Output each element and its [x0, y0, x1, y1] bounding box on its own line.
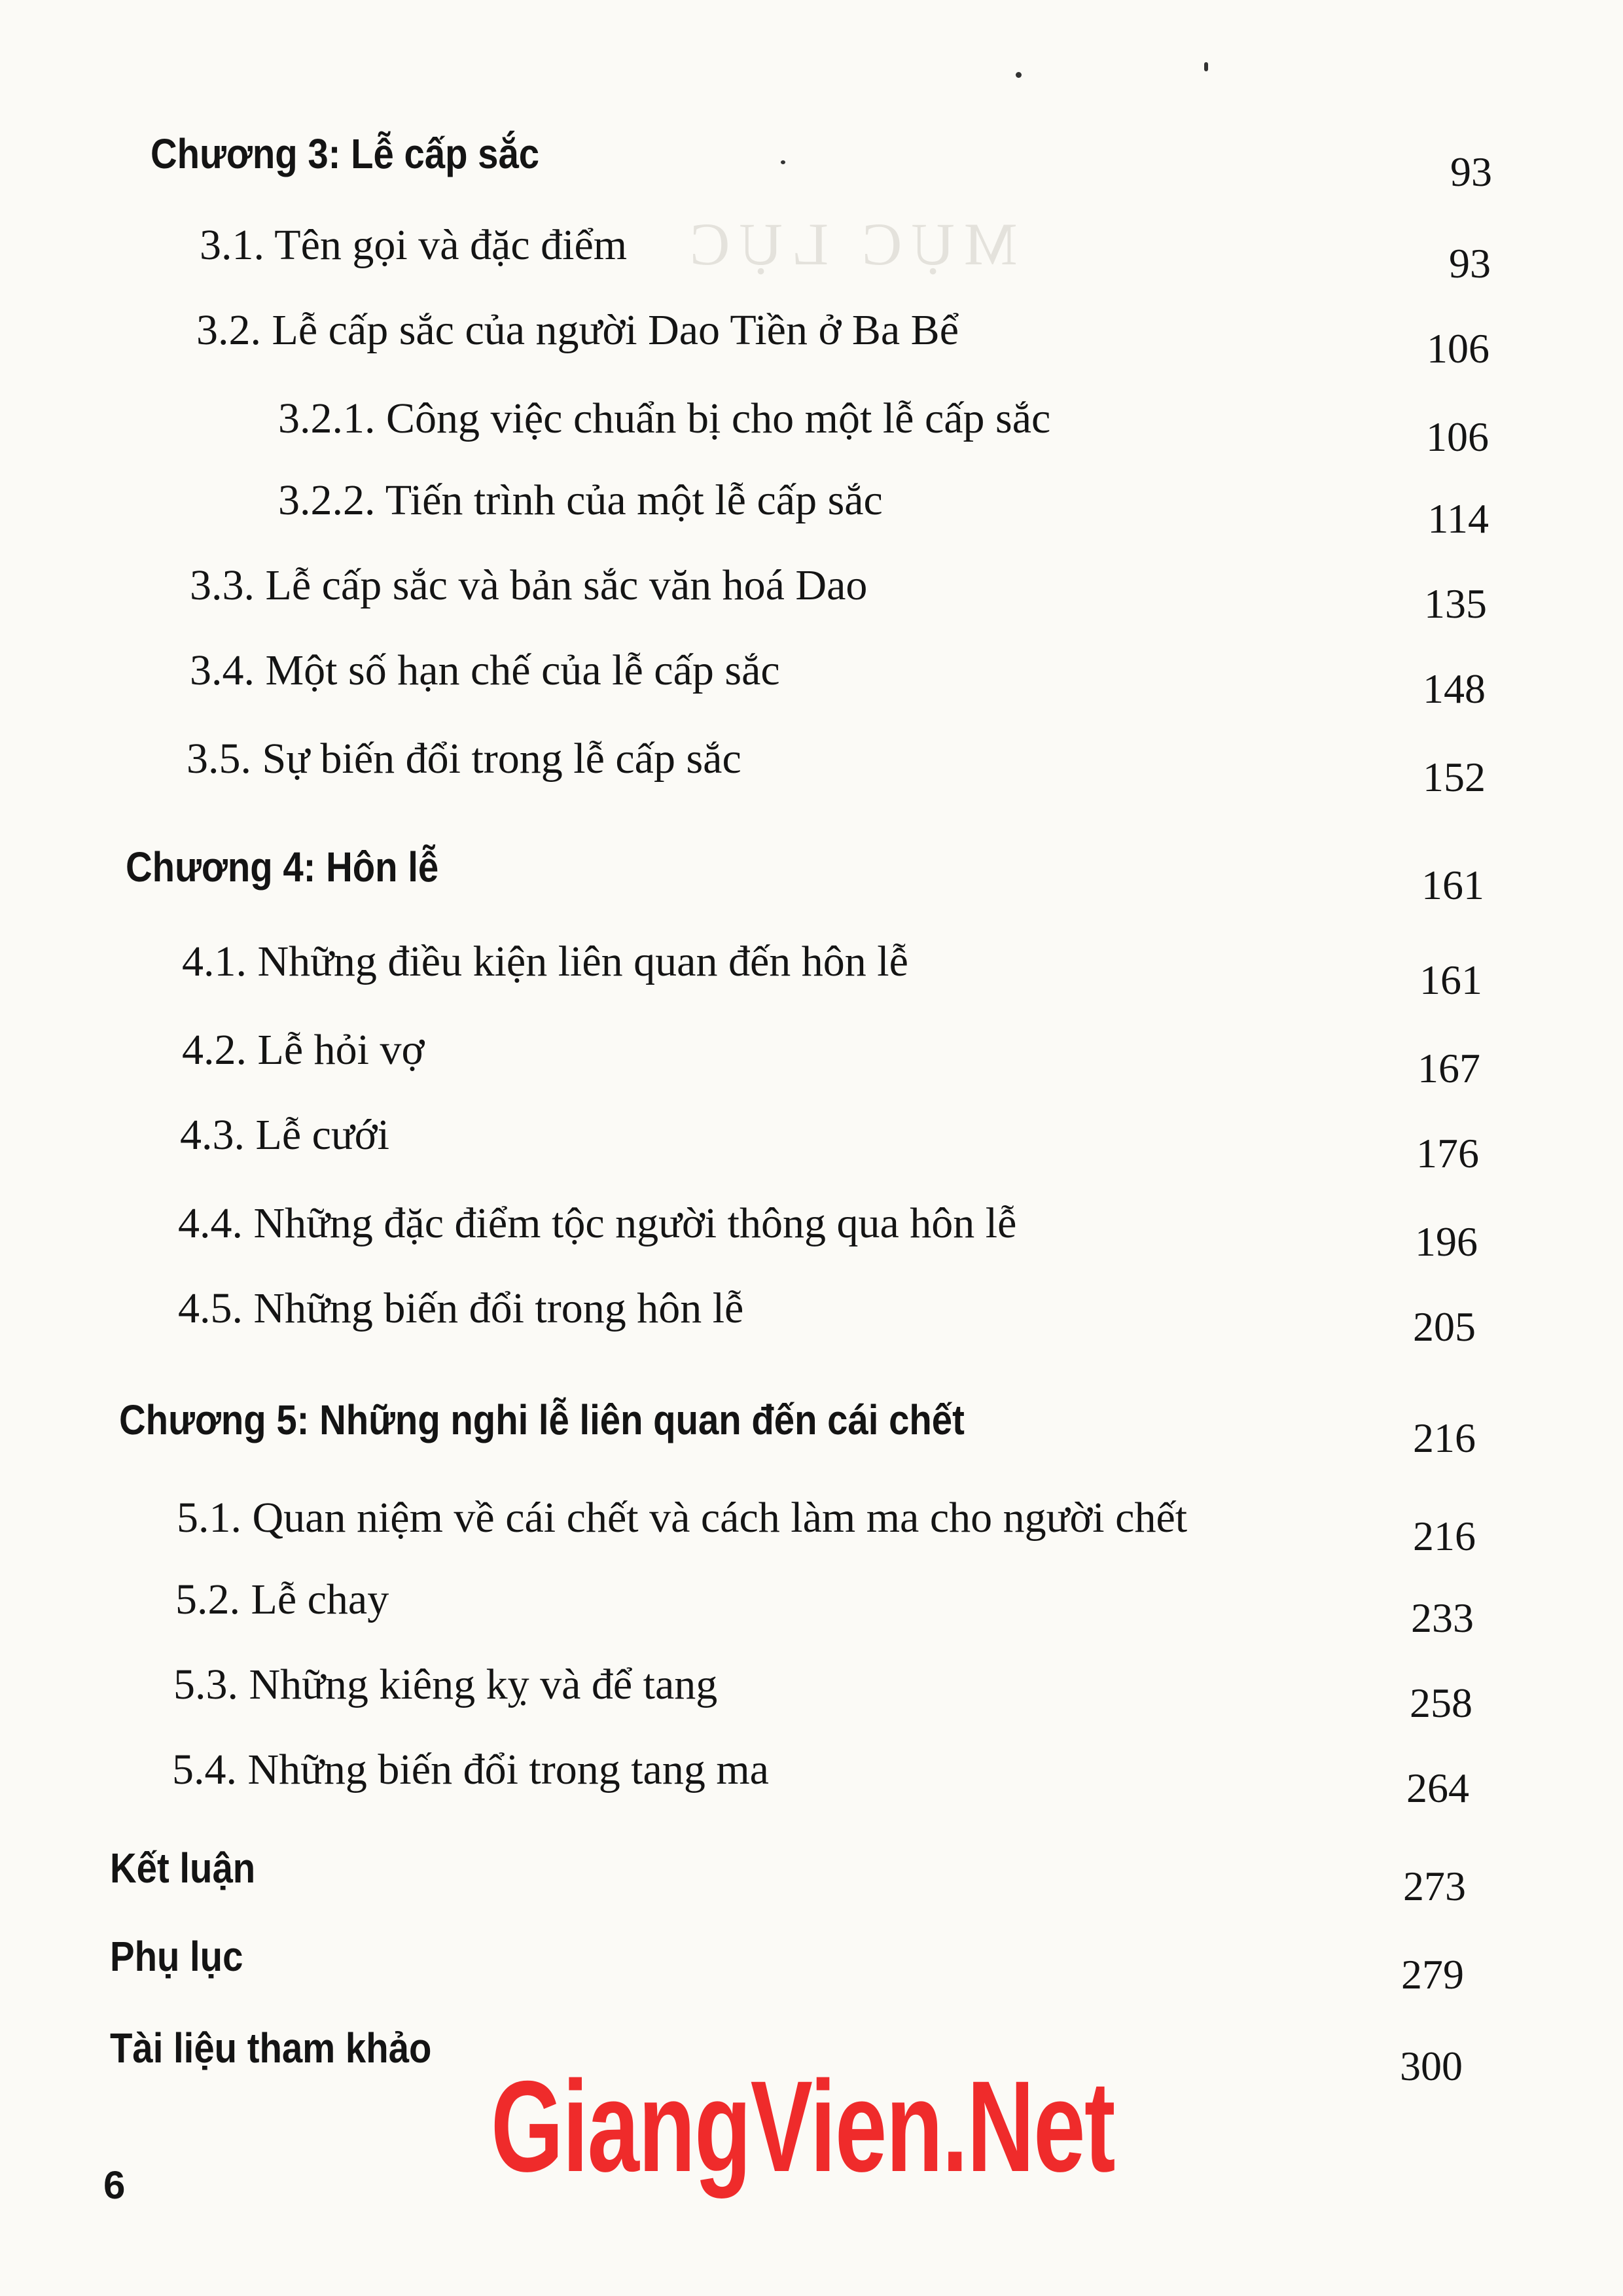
toc-chapter-title: Tài liệu tham khảo: [110, 2024, 432, 2072]
toc-entry-row[interactable]: [0, 1655, 1623, 1726]
toc-page-number: 216: [1413, 1513, 1476, 1559]
toc-chapter-title: Chương 5: Những nghi lễ liên quan đến cái chết: [119, 1396, 965, 1443]
toc-page-number: 161: [1419, 957, 1482, 1003]
toc-entry-row[interactable]: [0, 932, 1623, 1003]
toc-page-number: 93: [1450, 149, 1492, 195]
toc-entry-row[interactable]: [0, 1106, 1623, 1176]
toc-entry-row[interactable]: [0, 1279, 1623, 1350]
toc-entry-title: 5.2. Lễ chay: [175, 1576, 389, 1623]
toc-entry-row[interactable]: [0, 301, 1623, 372]
toc-entry-row[interactable]: [0, 1740, 1623, 1811]
toc-page-number: 196: [1415, 1218, 1478, 1265]
toc-page-number: 258: [1410, 1680, 1472, 1726]
toc-entry-row[interactable]: [0, 1194, 1623, 1265]
toc-page-number: 216: [1413, 1415, 1476, 1461]
toc-chapter-row[interactable]: [0, 1839, 1623, 1909]
toc-chapter-row[interactable]: [0, 1927, 1623, 1998]
toc-entry-title: 3.1. Tên gọi và đặc điểm: [200, 221, 628, 269]
toc-entry-row[interactable]: [0, 1489, 1623, 1559]
toc-page-number: 114: [1427, 495, 1489, 542]
toc-page-number: 106: [1426, 414, 1489, 460]
toc-entry-row[interactable]: [0, 216, 1623, 287]
toc-entry-title: 5.1. Quan niệm về cái chết và cách làm ma cho người chết: [177, 1494, 1188, 1542]
toc-page-number: 273: [1403, 1863, 1466, 1909]
toc-page-number: 161: [1421, 862, 1484, 908]
toc-page-number: 264: [1406, 1765, 1469, 1811]
toc-page-number: 93: [1449, 240, 1491, 287]
toc-entry-row[interactable]: [0, 730, 1623, 800]
toc-page-number: 135: [1424, 580, 1487, 627]
toc-entry-row[interactable]: [0, 1570, 1623, 1641]
toc-entry-row[interactable]: [0, 389, 1623, 460]
toc-entry-title: 4.4. Những đặc điểm tộc người thông qua hôn lễ: [178, 1199, 1017, 1247]
toc-entry-row[interactable]: [0, 471, 1623, 542]
toc-page-number: 279: [1401, 1951, 1464, 1998]
toc-page-number: 205: [1413, 1303, 1476, 1350]
toc-page-number: 300: [1400, 2043, 1463, 2089]
toc-page-number: 106: [1427, 325, 1489, 372]
toc-entry-title: 3.2.1. Công việc chuẩn bị cho một lễ cấp sắc: [278, 395, 1051, 442]
toc-entry-title: 4.3. Lễ cưới: [180, 1111, 389, 1159]
toc-entry-title: 3.5. Sự biến đổi trong lễ cấp sắc: [187, 735, 741, 783]
toc-entry-title: 5.3. Những kiêng kỵ và để tang: [173, 1661, 718, 1708]
toc-entry-title: 4.1. Những điều kiện liên quan đến hôn lễ: [182, 938, 908, 985]
watermark: GiangVien.Net: [491, 2054, 1115, 2199]
toc-page-number: 152: [1423, 754, 1486, 800]
toc-chapter-row[interactable]: [0, 838, 1623, 908]
toc-page-number: 176: [1416, 1130, 1479, 1176]
toc-chapter-title: Chương 3: Lễ cấp sắc: [151, 130, 540, 177]
toc-page-number: 167: [1418, 1045, 1480, 1091]
toc-entry-title: 3.2. Lễ cấp sắc của người Dao Tiền ở Ba Bể: [196, 306, 959, 354]
toc-entry-row[interactable]: [0, 556, 1623, 627]
toc-entry-row[interactable]: [0, 1021, 1623, 1091]
toc-entry-title: 3.3. Lễ cấp sắc và bản sắc văn hoá Dao: [190, 561, 868, 609]
toc-entry-title: 3.2.2. Tiến trình của một lễ cấp sắc: [278, 476, 883, 524]
toc-page-number: 148: [1423, 665, 1486, 712]
page-number: 6: [103, 2163, 126, 2207]
show-through-heading: MỤC LỤC: [681, 211, 1018, 277]
toc-entry-title: 3.4. Một số hạn chế của lễ cấp sắc: [190, 646, 780, 694]
toc-entry-title: 4.5. Những biến đổi trong hôn lễ: [178, 1284, 744, 1332]
toc-chapter-row[interactable]: [0, 124, 1623, 195]
toc-entry-row[interactable]: [0, 641, 1623, 712]
toc-entry-title: 4.2. Lễ hỏi vợ: [182, 1026, 425, 1074]
toc-entry-title: 5.4. Những biến đổi trong tang ma: [172, 1746, 769, 1793]
toc-chapter-row[interactable]: [0, 1390, 1623, 1461]
toc-chapter-title: Kết luận: [110, 1845, 256, 1892]
toc-chapter-title: Phụ lục: [110, 1933, 243, 1980]
toc-chapter-title: Chương 4: Hôn lễ: [126, 843, 439, 891]
toc-page-number: 233: [1411, 1595, 1474, 1641]
